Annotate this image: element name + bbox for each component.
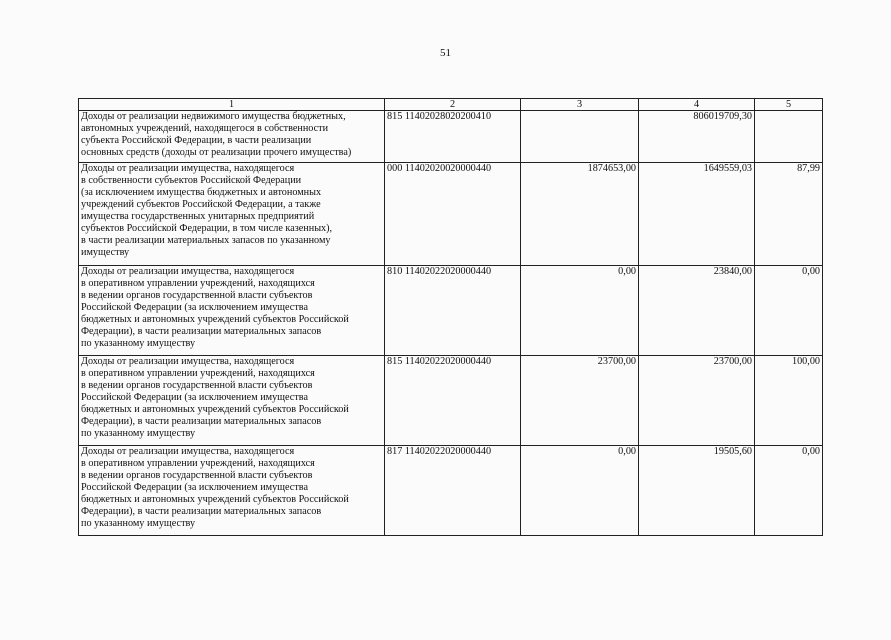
row-value-col5: 0,00 <box>755 266 823 356</box>
row-value-col5 <box>755 111 823 163</box>
row-description: Доходы от реализации имущества, находящегося в оперативном управлении учреждений, находящихся в ведении органов государственной власти субъектов Российской Федерации (за исключением имущества бюджетных и автономных учреждений субъектов Российской Федерации), в части реализации материальных запасов по указанному имуществу <box>79 266 385 356</box>
row-value-col4: 1649559,03 <box>639 163 755 266</box>
table-row <box>79 356 823 446</box>
row-value-col3: 0,00 <box>521 446 639 536</box>
row-code: 810 11402022020000440 <box>385 266 521 356</box>
row-description: Доходы от реализации имущества, находящегося в оперативном управлении учреждений, находящихся в ведении органов государственной власти субъектов Российской Федерации (за исключением имущества бюджетных и автономных учреждений субъектов Российской Федерации), в части реализации материальных запасов по указанному имуществу <box>79 446 385 536</box>
row-code: 000 11402020020000440 <box>385 163 521 266</box>
column-header-2: 2 <box>385 99 521 111</box>
table-row <box>79 446 823 536</box>
row-description: Доходы от реализации недвижимого имущества бюджетных, автономных учреждений, находящегося в собственности субъекта Российской Федерации, в части реализации основных средств (доходы от реализации прочего имущества) <box>79 111 385 163</box>
table-row <box>79 111 823 163</box>
row-value-col3: 1874653,00 <box>521 163 639 266</box>
row-value-col3: 23700,00 <box>521 356 639 446</box>
table-header-row <box>79 99 823 111</box>
row-value-col5: 0,00 <box>755 446 823 536</box>
column-header-5: 5 <box>755 99 823 111</box>
table-row <box>79 266 823 356</box>
row-description: Доходы от реализации имущества, находящегося в оперативном управлении учреждений, находящихся в ведении органов государственной власти субъектов Российской Федерации (за исключением имущества бюджетных и автономных учреждений субъектов Российской Федерации), в части реализации материальных запасов по указанному имуществу <box>79 356 385 446</box>
row-value-col5: 87,99 <box>755 163 823 266</box>
page-number: 51 <box>440 47 451 59</box>
row-value-col3 <box>521 111 639 163</box>
row-value-col4: 23840,00 <box>639 266 755 356</box>
row-code: 817 11402022020000440 <box>385 446 521 536</box>
row-code: 815 11402028020200410 <box>385 111 521 163</box>
table-row <box>79 163 823 266</box>
row-code: 815 11402022020000440 <box>385 356 521 446</box>
row-value-col4: 23700,00 <box>639 356 755 446</box>
row-value-col3: 0,00 <box>521 266 639 356</box>
column-header-3: 3 <box>521 99 639 111</box>
row-value-col5: 100,00 <box>755 356 823 446</box>
row-description: Доходы от реализации имущества, находящегося в собственности субъектов Российской Федерации (за исключением имущества бюджетных и автономных учреждений субъектов Российской Федерации, а также имущества государственных унитарных предприятий субъектов Российской Федерации, в том числе казенных), в части реализации материальных запасов по указанному имуществу <box>79 163 385 266</box>
column-header-1: 1 <box>79 99 385 111</box>
row-value-col4: 19505,60 <box>639 446 755 536</box>
budget-table <box>78 98 823 536</box>
row-value-col4: 806019709,30 <box>639 111 755 163</box>
column-header-4: 4 <box>639 99 755 111</box>
